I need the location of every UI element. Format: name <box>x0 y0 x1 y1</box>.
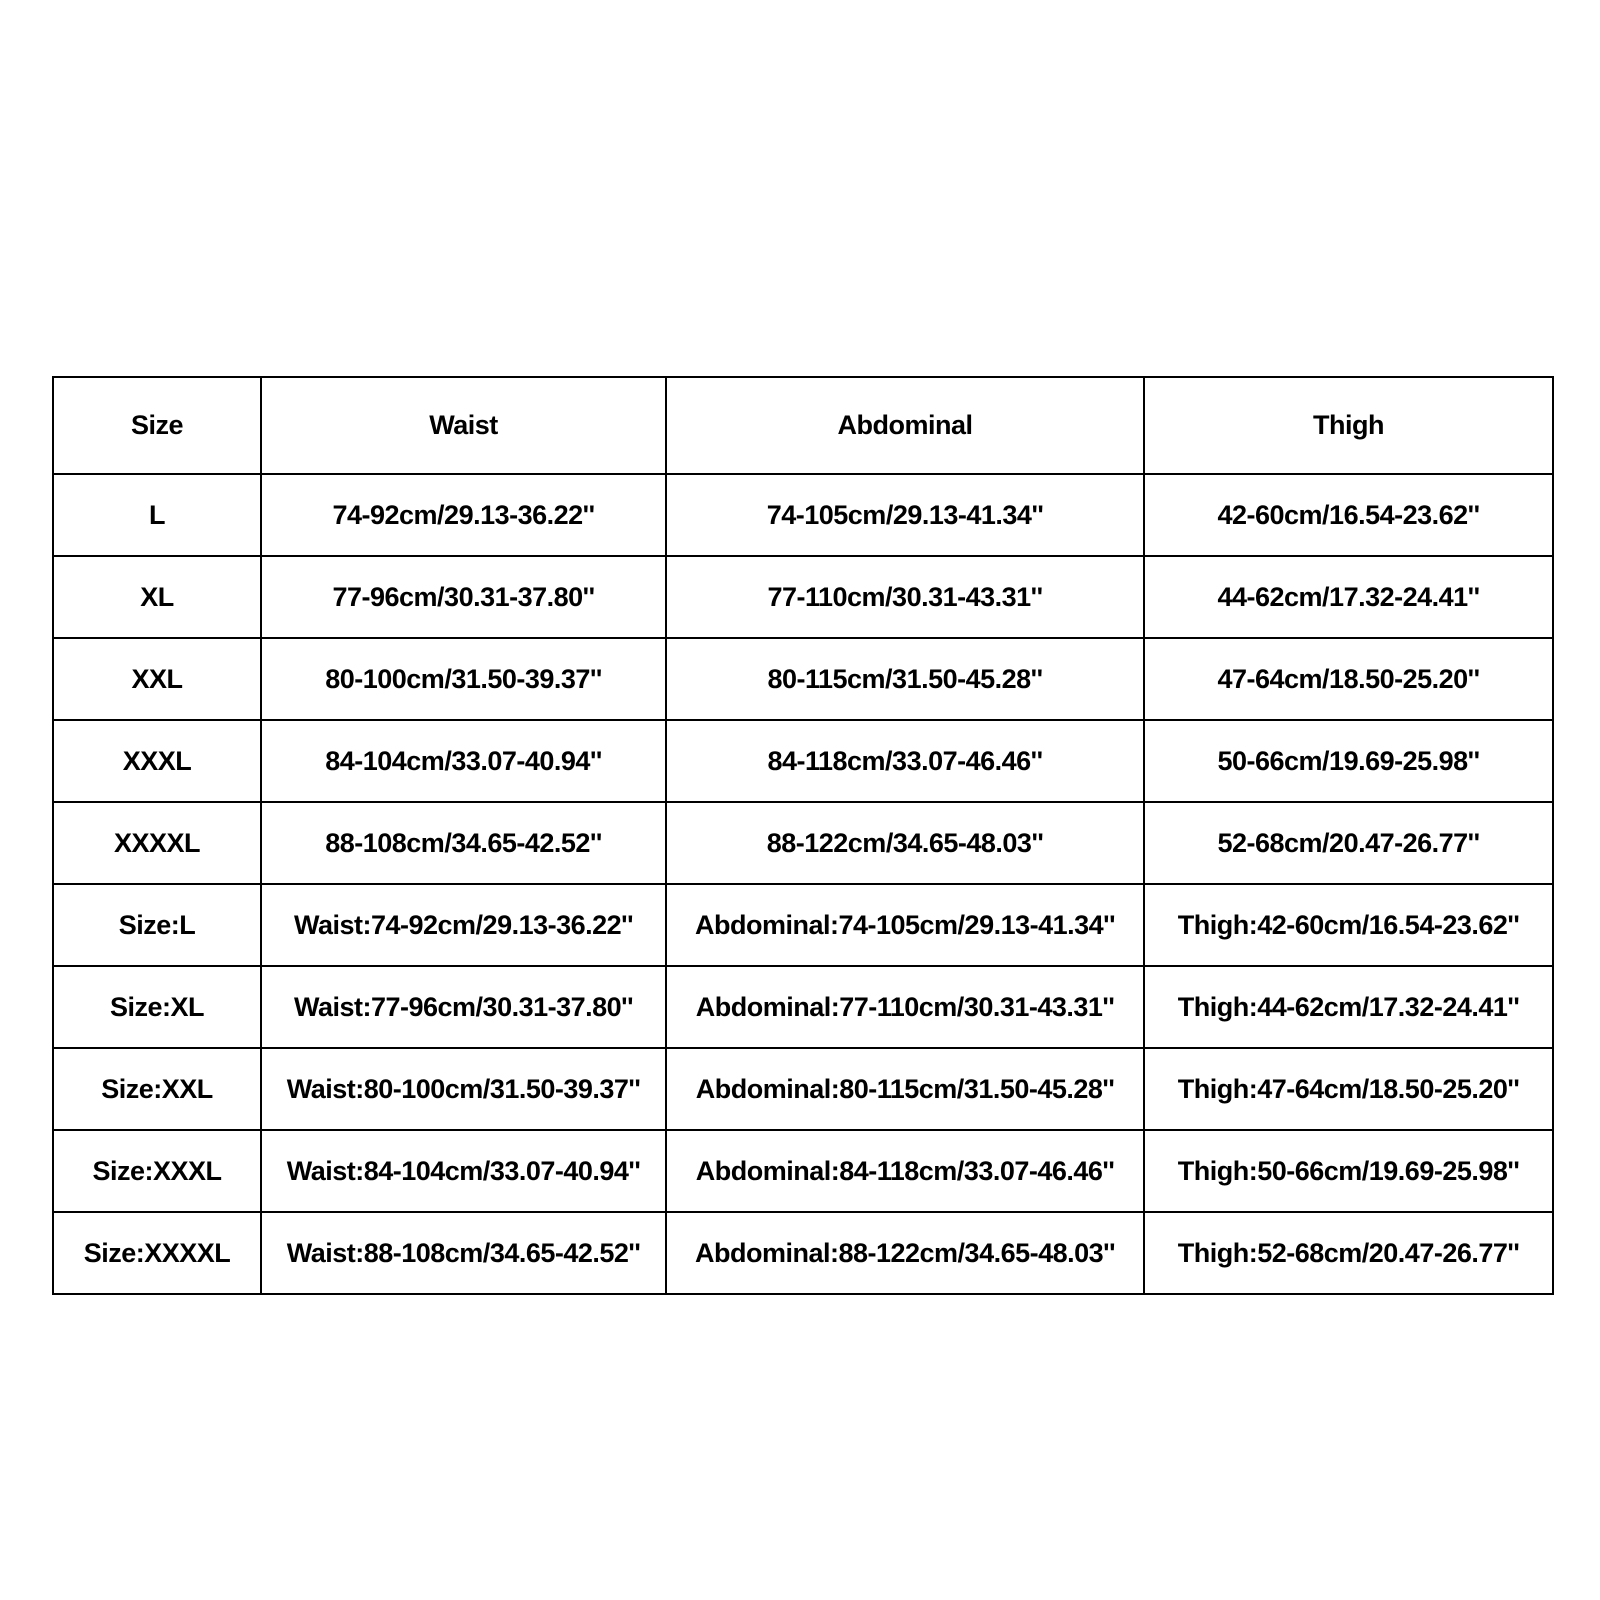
table-row <box>53 884 1553 966</box>
cell-size: Size:XL <box>53 966 261 1048</box>
table-row <box>53 966 1553 1048</box>
cell-waist: 88-108cm/34.65-42.52'' <box>261 802 666 884</box>
cell-abdominal: 77-110cm/30.31-43.31'' <box>666 556 1144 638</box>
header-thigh: Thigh <box>1144 377 1553 474</box>
cell-size: XXXXL <box>53 802 261 884</box>
cell-abdominal: Abdominal:84-118cm/33.07-46.46'' <box>666 1130 1144 1212</box>
cell-abdominal: Abdominal:74-105cm/29.13-41.34'' <box>666 884 1144 966</box>
cell-abdominal: 84-118cm/33.07-46.46'' <box>666 720 1144 802</box>
cell-waist: 84-104cm/33.07-40.94'' <box>261 720 666 802</box>
cell-waist: Waist:80-100cm/31.50-39.37'' <box>261 1048 666 1130</box>
cell-thigh: Thigh:44-62cm/17.32-24.41'' <box>1144 966 1553 1048</box>
cell-size: Size:XXL <box>53 1048 261 1130</box>
cell-thigh: Thigh:42-60cm/16.54-23.62'' <box>1144 884 1553 966</box>
header-abdominal: Abdominal <box>666 377 1144 474</box>
cell-waist: Waist:74-92cm/29.13-36.22'' <box>261 884 666 966</box>
header-waist: Waist <box>261 377 666 474</box>
cell-size: XXXL <box>53 720 261 802</box>
cell-thigh: 44-62cm/17.32-24.41'' <box>1144 556 1553 638</box>
table-row <box>53 638 1553 720</box>
cell-waist: 77-96cm/30.31-37.80'' <box>261 556 666 638</box>
cell-abdominal: Abdominal:88-122cm/34.65-48.03'' <box>666 1212 1144 1294</box>
cell-waist: 74-92cm/29.13-36.22'' <box>261 474 666 556</box>
cell-size: Size:XXXL <box>53 1130 261 1212</box>
header-size: Size <box>53 377 261 474</box>
table-row <box>53 1048 1553 1130</box>
cell-thigh: 47-64cm/18.50-25.20'' <box>1144 638 1553 720</box>
cell-size: Size:XXXXL <box>53 1212 261 1294</box>
cell-thigh: 42-60cm/16.54-23.62'' <box>1144 474 1553 556</box>
cell-size: Size:L <box>53 884 261 966</box>
table-row <box>53 1130 1553 1212</box>
table-row <box>53 556 1553 638</box>
table-row <box>53 1212 1553 1294</box>
cell-thigh: 52-68cm/20.47-26.77'' <box>1144 802 1553 884</box>
cell-thigh: Thigh:50-66cm/19.69-25.98'' <box>1144 1130 1553 1212</box>
size-chart-table <box>52 376 1554 1295</box>
cell-waist: Waist:77-96cm/30.31-37.80'' <box>261 966 666 1048</box>
cell-waist: Waist:84-104cm/33.07-40.94'' <box>261 1130 666 1212</box>
cell-abdominal: 74-105cm/29.13-41.34'' <box>666 474 1144 556</box>
cell-waist: 80-100cm/31.50-39.37'' <box>261 638 666 720</box>
cell-thigh: 50-66cm/19.69-25.98'' <box>1144 720 1553 802</box>
table-header-row <box>53 377 1553 474</box>
cell-abdominal: 88-122cm/34.65-48.03'' <box>666 802 1144 884</box>
cell-thigh: Thigh:52-68cm/20.47-26.77'' <box>1144 1212 1553 1294</box>
cell-abdominal: Abdominal:80-115cm/31.50-45.28'' <box>666 1048 1144 1130</box>
table-row <box>53 720 1553 802</box>
cell-waist: Waist:88-108cm/34.65-42.52'' <box>261 1212 666 1294</box>
cell-size: XXL <box>53 638 261 720</box>
table-row <box>53 474 1553 556</box>
cell-abdominal: 80-115cm/31.50-45.28'' <box>666 638 1144 720</box>
table-row <box>53 802 1553 884</box>
cell-size: L <box>53 474 261 556</box>
cell-size: XL <box>53 556 261 638</box>
cell-abdominal: Abdominal:77-110cm/30.31-43.31'' <box>666 966 1144 1048</box>
cell-thigh: Thigh:47-64cm/18.50-25.20'' <box>1144 1048 1553 1130</box>
